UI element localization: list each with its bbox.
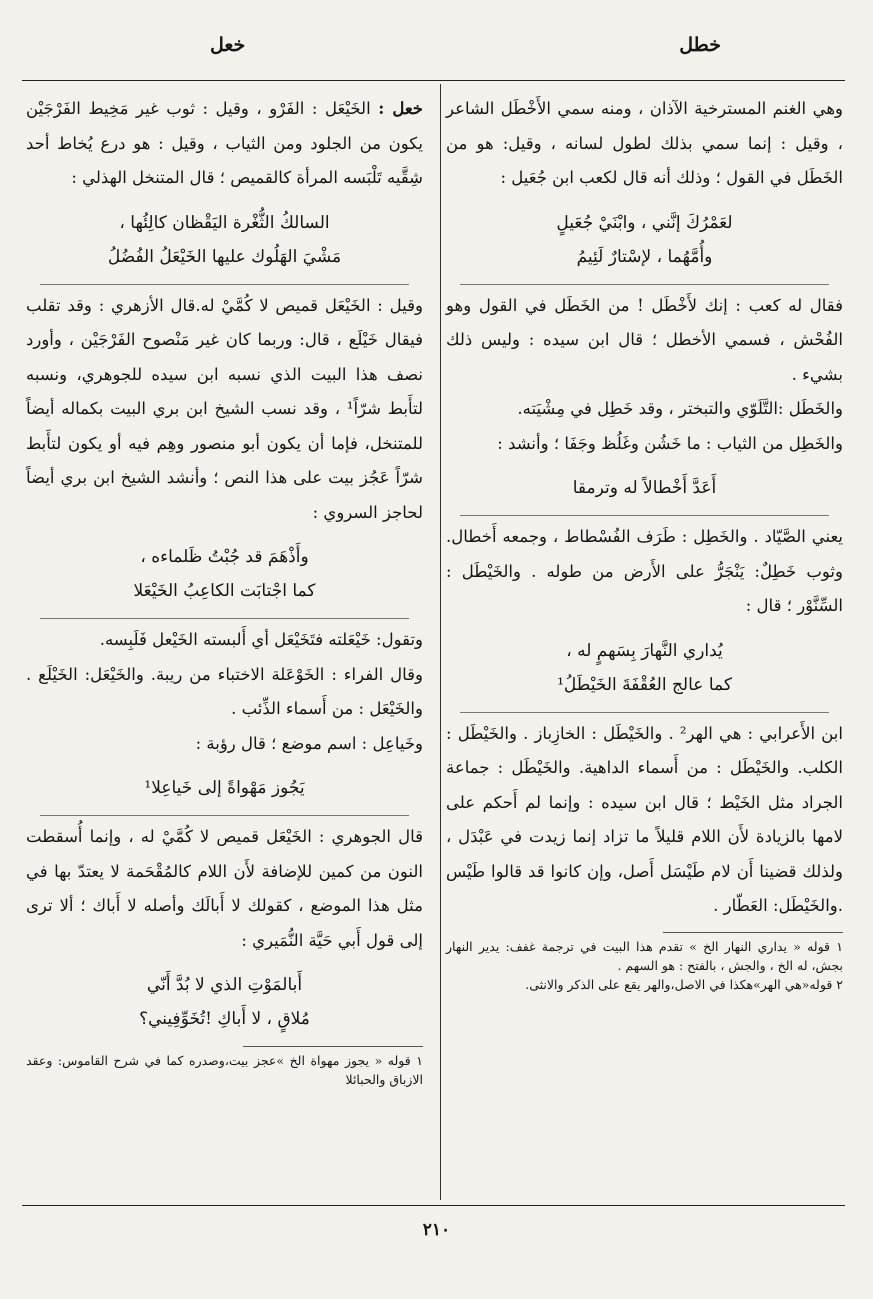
right-column [446, 92, 843, 994]
footnote: ٢ قوله«هي الهر»هكذا في الاصل،والهر يقع على الذكر والانثى. [525, 976, 843, 992]
verse-separator [460, 515, 829, 516]
entry-paragraph: وقال الفراء : الخَوْعَلة الاختباء من ريبة. والخَيْعَل: الخَيْلَع . والخَيْعَل : من أَسماء الذِّئب . [26, 664, 423, 718]
verse-line: وأُمَّهُما ، لإسْتارٌ لَئِيمُ [576, 246, 713, 267]
entry-paragraph [26, 92, 423, 196]
verse-line: وأَذْهَمَ قد جُبْتُ ظَلماءه ، [140, 547, 309, 567]
verse-line: كما عالج العُقْفَةَ الخَيْطَلُ¹ [557, 674, 732, 695]
entry-paragraph: فقال له كعب : إنك لأَخْطَل ! من الخَطَل في القول وهو الفُحْش ، فسمي الأخطل ؛ قال ابن سيده : وليس ذلك بشيء . [446, 295, 843, 384]
entry-text: الخَيْعَل : الفَرْو ، وقيل : ثوب غير مَخِيط الفَرْجَيْن يكون من الجلود ومن الثياب ، وقيل : هو درع يُخاط أحد شِقَّيه تَلْبَسه المرأة كالقميص ؛ قال المتنخل الهذلي : [26, 99, 423, 187]
verse [446, 634, 843, 702]
bottom-rule [22, 1205, 845, 1206]
entry-paragraph: وهي الغنم المسترخية الآذان ، ومنه سمي الأَخْطَل الشاعر ، وقيل : إنما سمي بذلك لطول لسانه ، وقيل: هو من الخَطَل في القول ؛ وذلك أنه قال لكعب ابن جُعَيل : [446, 99, 843, 187]
entry-paragraph: وقيل : الخَيْعَل قميص لا كُمَّيْ له.قال الأزهري : وقد تقلب فيقال خَيْلَع ، قال: وربما كان غير مَنْصوح الفَرْجَيْن ، وأورد نصف هذا البيت الذي نسبه ابن سيده للجوهري، ونسبه لتأَبط شرّاً¹ ، وقد نسب الشيخ ابن بري البيت بكماله أيضاً للمتنخل، فإما أن يكون أبو منصور وهِم فيه أو يكون لتأَبط شرّاً عَجُز بيت على هذا النص ؛ وأنشد الشيخ ابن بري أيضاً لحاجز السروي : [26, 295, 424, 522]
verse-line: مُلاقٍ ، لا أَباكِ !تُخَوِّفِيني؟ [139, 1009, 310, 1029]
verse [26, 771, 423, 805]
verse-line: كما اجْتابَت الكاعِبُ الخَيْعَلا [133, 581, 316, 601]
footnote: ١ قوله « يجوز مهواة الخ »عجز بيت،وصدره كما في شرح القاموس: وعقد الازباق والحبائلا [26, 1053, 423, 1087]
verse [26, 968, 423, 1036]
entry-paragraph: قال الجوهري : الخَيْعَل قميص لا كُمَّيْ له ، وإنما أُسقطت النون من كمين للإضافة لأَن اللام كالمُقْحَمة لا يعتدّ بها في مثل هذا الموضع ، كقولك لا أَبالَك وأصله لا أَباك ؛ ألا ترى إلى قول أَبي حَيَّة النُّمَيري : [26, 827, 423, 950]
verse-line: يَجُوز مَهْواةً إلى خَياعِلا¹ [144, 778, 305, 798]
entry-paragraph: وخَياعِل : اسم موضع ؛ قال رؤبة : [195, 733, 423, 753]
verse-line: السالكُ الثُّغْرة اليَقْظان كالِئُها ، [119, 212, 330, 233]
verse-line: أَبالمَوْتِ الذي لا بُدَّ أَنّي [146, 975, 303, 995]
running-head-right: خطل [679, 34, 721, 56]
entry-paragraph: وتقول: خَيْعَلته فتَخَيْعَل أي أَلبسته الخَيْعل فَلَبِسه. [99, 630, 423, 649]
top-rule [22, 80, 845, 81]
verse-separator [40, 618, 409, 619]
running-head-left: خعل [210, 34, 246, 56]
entry-paragraph: والخَطَل :التَّلَوّي والتبختر ، وقد خَطِل في مِشْيَته. [517, 399, 843, 418]
verse [446, 471, 843, 505]
entry-paragraph: والخَطِل من الثياب : ما خَشُن وغَلُظ وجَفَا ؛ وأنشد : [497, 433, 843, 453]
entry-paragraph: ابن الأَعرابي : هي الهر² . والخَيْطَل : الخازِباز . والخَيْطَل : الكلب. والخَيْطَل : من أَسماء الداهية. والخَيْطَل : جماعة الجراد مثل الخَيْط ؛ قال ابن سيده : وإنما لم أَحكم على لامها بالزيادة لأَن اللام قليلاً ما تزاد إنما زيدت في عَبْدَل ، ولذلك قضينا أَن لام طَيْسَل أَصل، وإن كانوا قد قالوا طَيْس .والخَيْطَل: العَطّار . [446, 723, 843, 915]
page-number: ٢١٠ [422, 1220, 451, 1240]
verse [26, 540, 423, 608]
verse-separator [460, 284, 829, 285]
entry-headword: خعل : [378, 99, 424, 118]
footnote-rule [663, 932, 843, 933]
verse-line: أَعَدَّ أَخْطالاً له وترمقا [572, 478, 717, 498]
verse [26, 206, 423, 274]
verse-line: يُداري النَّهارَ بِسَهمٍ له ، [566, 640, 723, 661]
verse [446, 206, 843, 274]
footnote: ١ قوله « يداري النهار الخ » تقدم هذا البيت في ترجمة غفف: يدير النهار بجش، له الخ ، والجش ، بالفتح : هو السهم . [446, 938, 843, 973]
column-divider [440, 84, 441, 1200]
verse-line: لعَمْرُكَ إنَّني ، وابْنَيْ جُعَيلٍ [556, 212, 733, 233]
left-column [26, 92, 423, 1089]
verse-line: مَشْيَ الهَلُوك عليها الخَيْعَلُ الفُضُلُ [107, 246, 342, 267]
verse-separator [40, 815, 409, 816]
verse-separator [40, 284, 409, 285]
entry-paragraph: يعني الصَّيّاد . والخَطِل : طَرَف الفُسْطاط ، وجمعه أَخطال. وثوب خَطِلٌ: يَنْجَرُّ على الأَرض من طوله . والخَيْطَل : السِّنَّوْر ؛ قال : [446, 527, 843, 615]
verse-separator [460, 712, 829, 713]
footnote-rule [243, 1046, 423, 1047]
